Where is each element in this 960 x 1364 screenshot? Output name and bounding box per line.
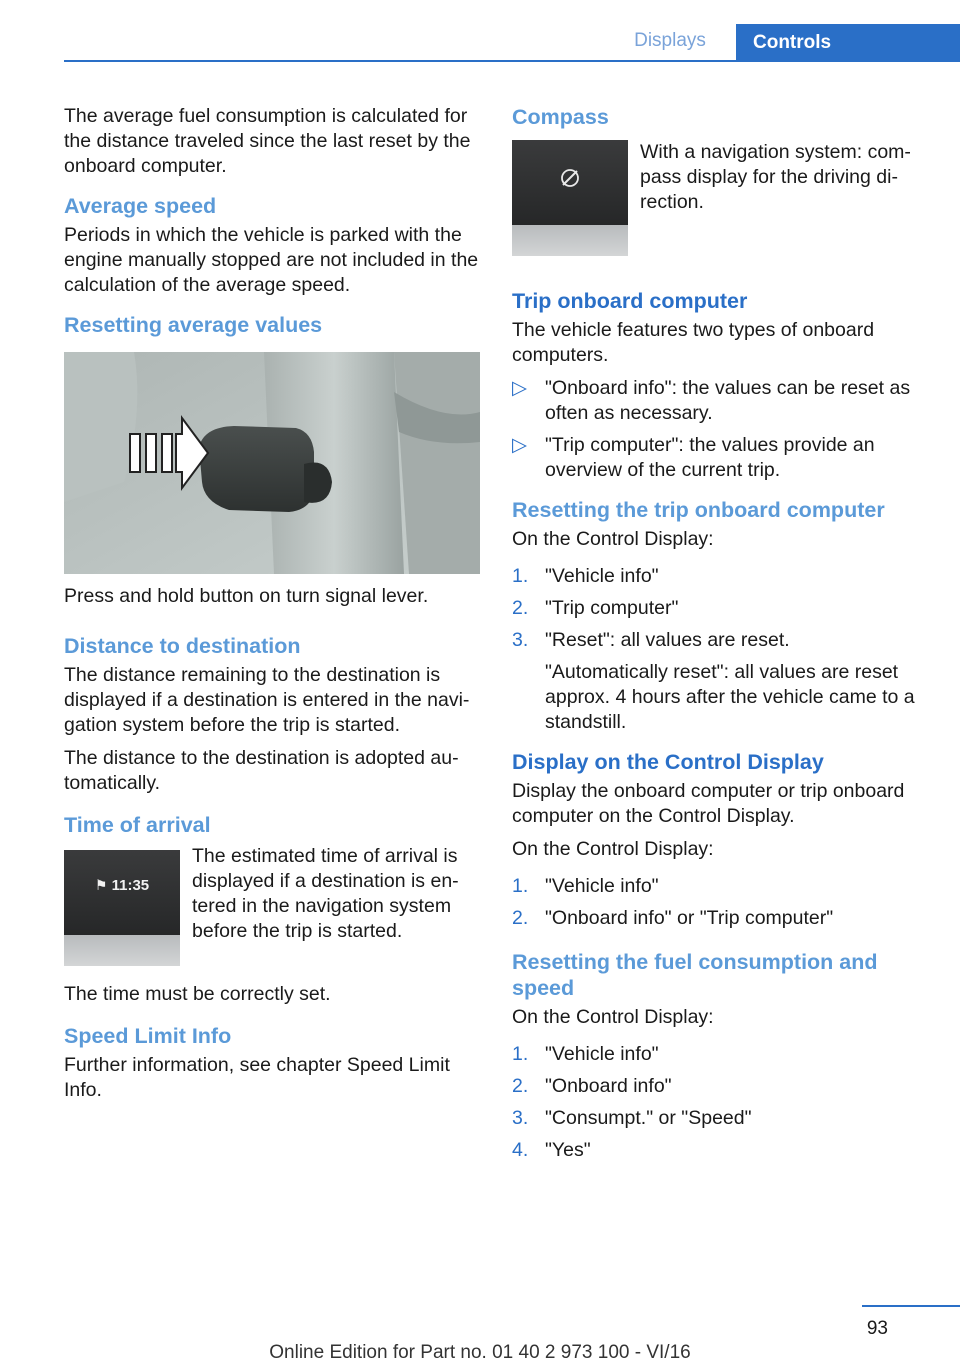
heading-speed-limit-info: Speed Limit Info bbox=[64, 1024, 232, 1048]
turn-signal-lever-image bbox=[64, 352, 480, 574]
list-item: 3. "Reset": all values are reset. bbox=[512, 629, 790, 651]
heading-resetting-average: Resetting average values bbox=[64, 313, 323, 337]
triangle-bullet-icon: ▷ bbox=[512, 377, 527, 399]
list-item: 1. "Vehicle info" bbox=[512, 565, 659, 587]
speed-limit-text: Further information, see chapter Speed Limit Info. bbox=[64, 1054, 450, 1101]
distance-text-2: The distance to the destination is adopted au‐tomatically. bbox=[64, 747, 459, 794]
list-item: 2. "Trip computer" bbox=[512, 597, 679, 619]
trip-text: The vehicle features two types of onboard computers. bbox=[512, 319, 875, 366]
list-item: 4. "Yes" bbox=[512, 1139, 591, 1161]
list-item: ▷ "Trip computer": the values provide an overview of the current trip. bbox=[512, 434, 875, 481]
list-item: 3. "Consumpt." or "Speed" bbox=[512, 1107, 752, 1129]
heading-trip-onboard-computer: Trip onboard computer bbox=[512, 289, 748, 313]
destination-flag-icon: ⚑ bbox=[94, 877, 108, 893]
heading-compass: Compass bbox=[512, 105, 609, 129]
reset-fuel-lead: On the Control Display: bbox=[512, 1006, 714, 1028]
reset-trip-sub-note: "Automatically reset": all values are reset approx. 4 hours after the vehicle came to a standstill. bbox=[545, 661, 915, 733]
list-item: 1. "Vehicle info" bbox=[512, 875, 659, 897]
heading-average-speed: Average speed bbox=[64, 194, 217, 218]
right-column bbox=[512, 104, 924, 1173]
turn-signal-lever-illustration bbox=[64, 352, 480, 574]
header-section-tab: Displays bbox=[634, 30, 706, 51]
intro-paragraph: The average fuel consumption is calculated for the distance traveled since the last reset by the onboard computer. bbox=[64, 105, 471, 177]
page-number: 93 bbox=[866, 1318, 888, 1339]
arrival-text: The estimated time of arrival is displayed if a destination is en‐tered in the navigation system before the trip is started. bbox=[192, 845, 459, 942]
list-item: 2. "Onboard info" bbox=[512, 1075, 672, 1097]
arrival-time-note: The time must be correctly set. bbox=[64, 983, 331, 1005]
trip-bullet-list bbox=[512, 376, 924, 483]
heading-resetting-trip: Resetting the trip onboard computer bbox=[512, 498, 885, 522]
turn-signal-caption: Press and hold button on turn signal lever. bbox=[64, 585, 429, 607]
reset-trip-steps bbox=[512, 564, 924, 653]
compass-display bbox=[512, 140, 628, 256]
compass-text: With a navigation system: com‐pass display for the driving di‐rection. bbox=[640, 141, 911, 213]
reset-fuel-steps bbox=[512, 1042, 924, 1163]
list-item: ▷ "Onboard info": the values can be reset as often as necessary. bbox=[512, 377, 911, 424]
heading-resetting-fuel: Resetting the fuel consumption and speed bbox=[512, 950, 878, 1000]
display-cd-lead: On the Control Display: bbox=[512, 838, 714, 860]
header-chapter-tab: Controls bbox=[736, 24, 960, 62]
display-cd-text: Display the onboard computer or trip onboard computer on the Control Display. bbox=[512, 780, 905, 827]
edition-footer: Online Edition for Part no. 01 40 2 973 100 - VI/16 bbox=[269, 1342, 691, 1363]
footer-rule bbox=[862, 1305, 960, 1307]
average-speed-text: Periods in which the vehicle is parked with the engine manually stopped are not included in the calculation of the average speed. bbox=[64, 224, 479, 296]
heading-time-of-arrival: Time of arrival bbox=[64, 813, 211, 837]
left-column bbox=[64, 104, 482, 1111]
heading-display-control-display: Display on the Control Display bbox=[512, 750, 824, 774]
heading-distance-destination: Distance to destination bbox=[64, 634, 301, 658]
list-item: 1. "Vehicle info" bbox=[512, 1043, 659, 1065]
display-cd-steps bbox=[512, 874, 924, 931]
list-item: 2. "Onboard info" or "Trip computer" bbox=[512, 907, 834, 929]
reset-trip-lead: On the Control Display: bbox=[512, 528, 714, 550]
arrival-time-display bbox=[64, 850, 180, 966]
compass-icon bbox=[558, 166, 582, 190]
header-rule bbox=[64, 60, 960, 62]
arrival-time-value: 11:35 bbox=[111, 877, 150, 894]
triangle-bullet-icon: ▷ bbox=[512, 434, 527, 456]
distance-text-1: The distance remaining to the destination is displayed if a destination is entered in the navi‐gation system before the trip is started. bbox=[64, 664, 470, 736]
